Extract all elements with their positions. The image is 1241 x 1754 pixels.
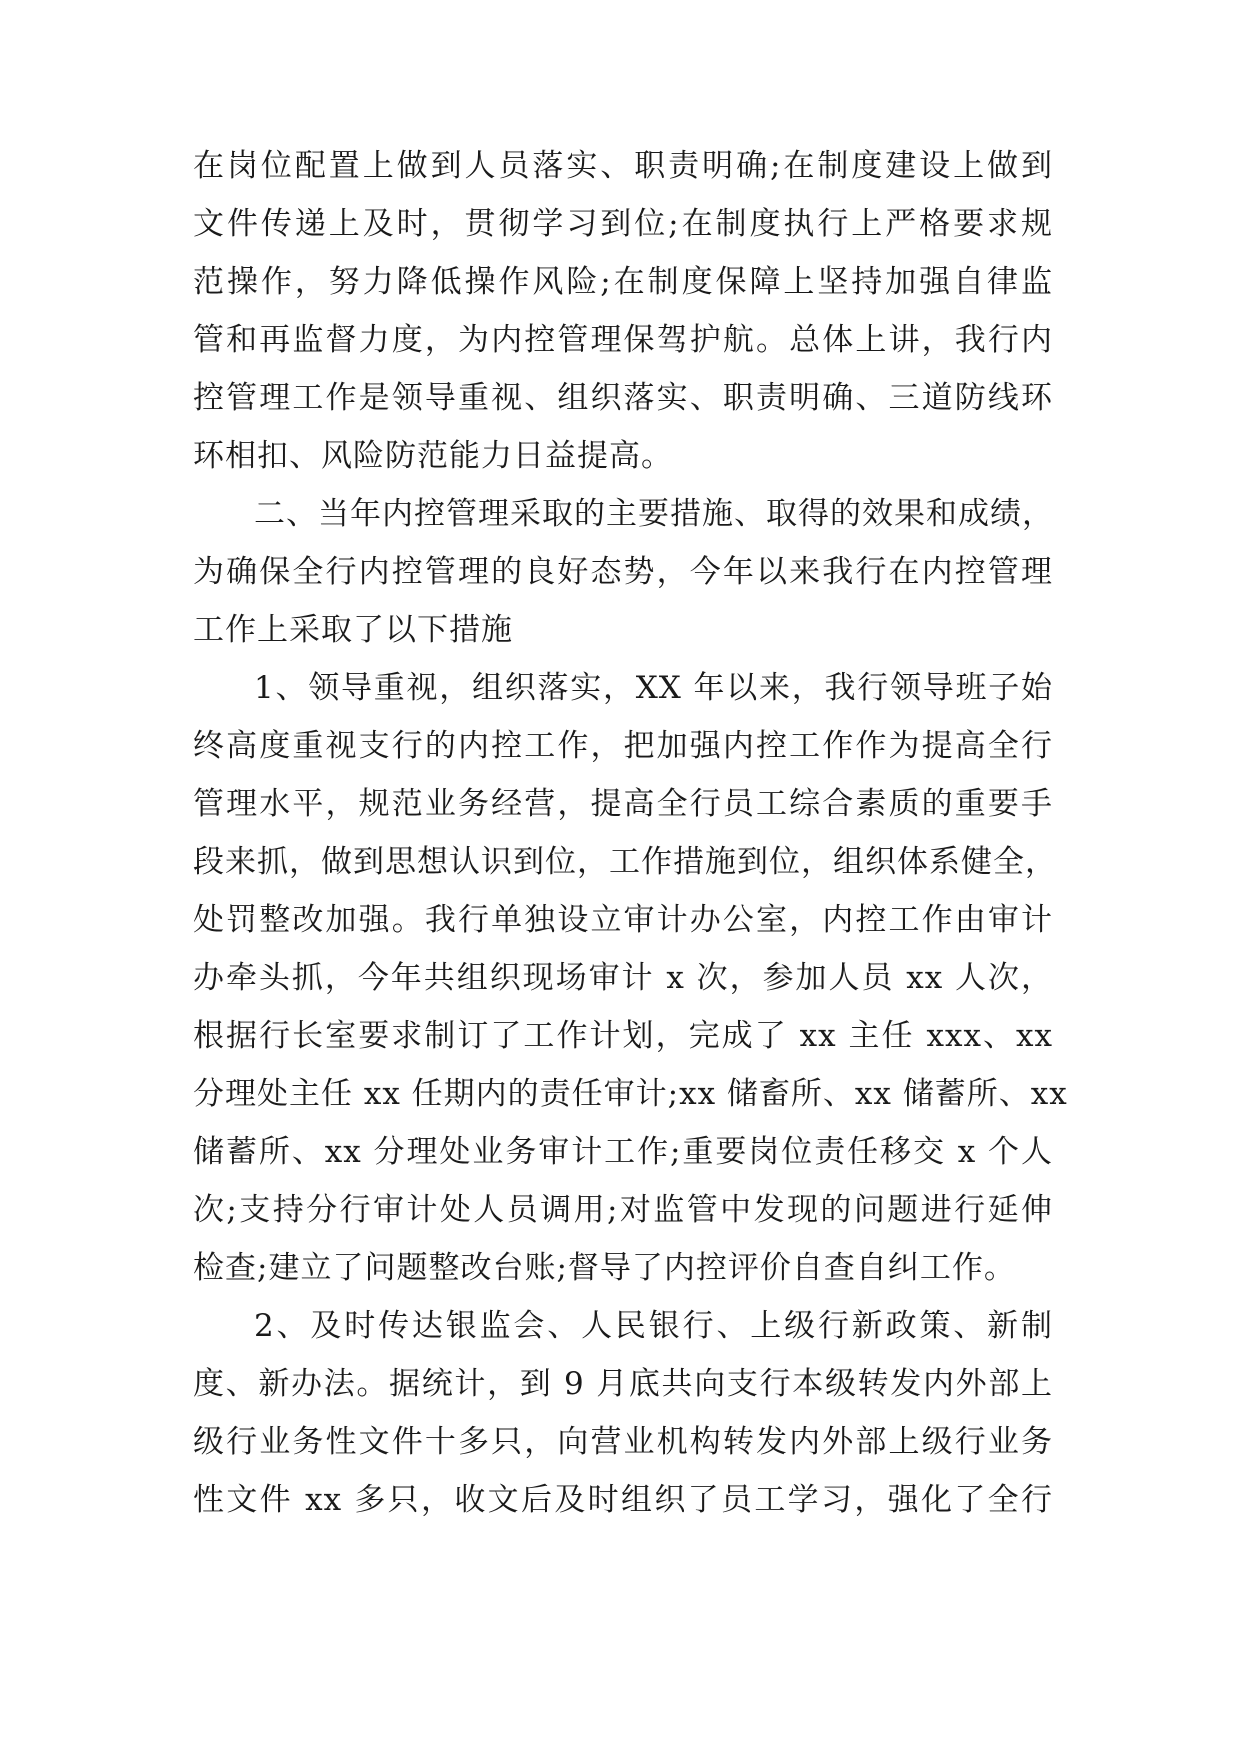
text-line: 储蓄所、xx 分理处业务审计工作;重要岗位责任移交 x 个人 <box>193 1134 1053 1170</box>
text-line: 文件传递上及时，贯彻学习到位;在制度执行上严格要求规 <box>193 206 1053 242</box>
text-line: 检查;建立了问题整改台账;督导了内控评价自查自纠工作。 <box>193 1250 1016 1286</box>
text-line: 管理水平，规范业务经营，提高全行员工综合素质的重要手 <box>193 786 1053 822</box>
text-line: 办牵头抓，今年共组织现场审计 x 次，参加人员 xx 人次， <box>193 960 1053 996</box>
section-heading-line: 二、当年内控管理采取的主要措施、取得的效果和成绩， <box>254 496 1054 532</box>
text-line: 级行业务性文件十多只，向营业机构转发内外部上级行业务 <box>193 1424 1053 1460</box>
text-line: 根据行长室要求制订了工作计划，完成了 xx 主任 xxx、xx <box>193 1018 1053 1054</box>
text-line: 处罚整改加强。我行单独设立审计办公室，内控工作由审计 <box>193 902 1053 938</box>
paragraph-first-line: 1、领导重视，组织落实，XX 年以来，我行领导班子始 <box>254 670 1053 706</box>
text-line: 控管理工作是领导重视、组织落实、职责明确、三道防线环 <box>193 380 1053 416</box>
text-line: 终高度重视支行的内控工作，把加强内控工作作为提高全行 <box>193 728 1053 764</box>
text-line: 性文件 xx 多只，收文后及时组织了员工学习，强化了全行 <box>193 1482 1053 1518</box>
text-line: 范操作，努力降低操作风险;在制度保障上坚持加强自律监 <box>193 264 1053 300</box>
text-line: 度、新办法。据统计，到 9 月底共向支行本级转发内外部上 <box>193 1366 1053 1402</box>
text-line: 环相扣、风险防范能力日益提高。 <box>193 438 673 474</box>
text-line: 为确保全行内控管理的良好态势，今年以来我行在内控管理 <box>193 554 1053 590</box>
text-line: 次;支持分行审计处人员调用;对监管中发现的问题进行延伸 <box>193 1192 1053 1228</box>
text-line: 分理处主任 xx 任期内的责任审计;xx 储畜所、xx 储蓄所、xx <box>193 1076 1068 1112</box>
text-line: 管和再监督力度，为内控管理保驾护航。总体上讲，我行内 <box>193 322 1053 358</box>
text-line: 段来抓，做到思想认识到位，工作措施到位，组织体系健全， <box>193 844 1057 880</box>
text-line: 在岗位配置上做到人员落实、职责明确;在制度建设上做到 <box>193 148 1053 184</box>
text-line: 工作上采取了以下措施 <box>193 612 513 648</box>
paragraph-first-line: 2、及时传达银监会、人民银行、上级行新政策、新制 <box>254 1308 1053 1344</box>
